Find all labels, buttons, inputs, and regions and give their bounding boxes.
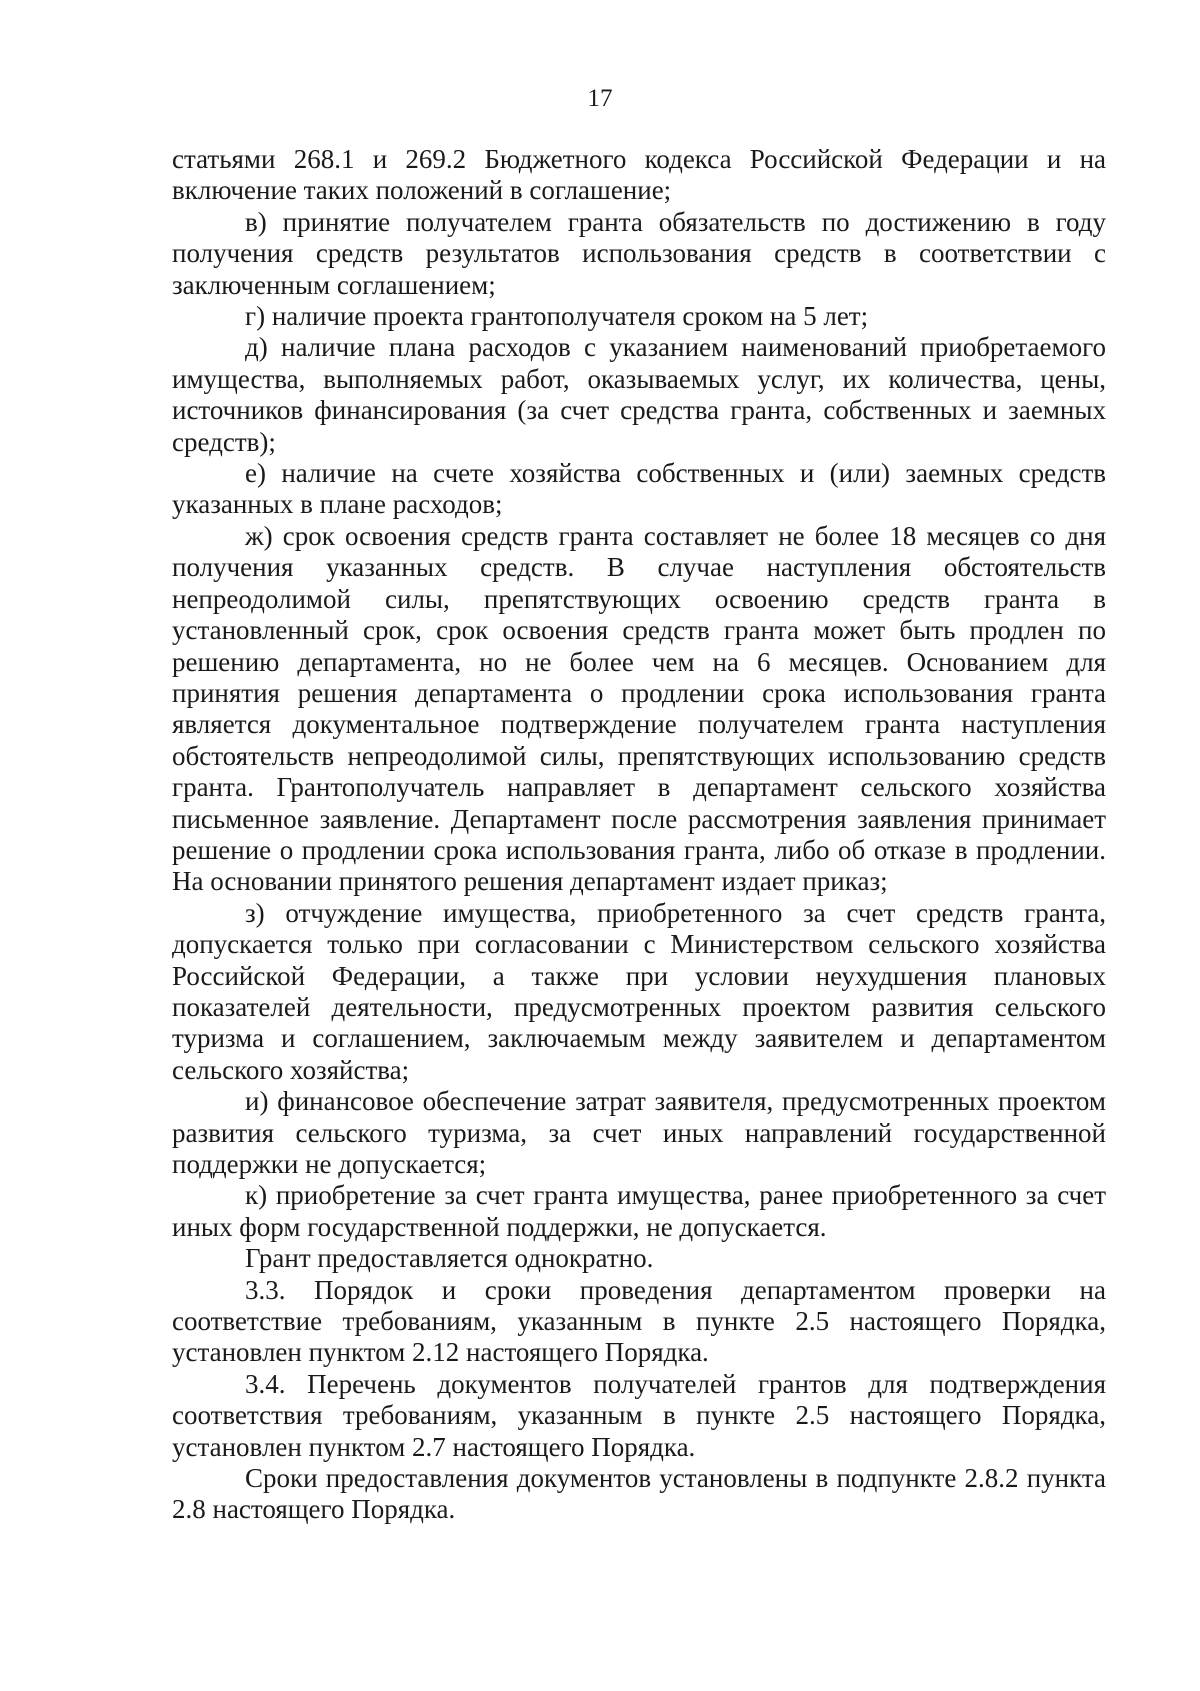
paragraph-item-i: и) финансовое обеспечение затрат заявителя, предусмотренных проектом развития сельского туризма, за счет иных направлений государственной поддержки не допускается; bbox=[172, 1086, 1106, 1179]
paragraph-section-3-4: 3.4. Перечень документов получателей грантов для подтверждения соответствия требованиям, указанным в пункте 2.5 настоящего Порядка, установлен пунктом 2.7 настоящего Порядка. bbox=[172, 1368, 1106, 1462]
paragraph-item-g: г) наличие проекта грантополучателя сроком на 5 лет; bbox=[245, 301, 869, 332]
paragraph-grant-once: Грант предоставляется однократно. bbox=[245, 1243, 654, 1274]
paragraph-item-e: е) наличие на счете хозяйства собственных и (или) заемных средств указанных в плане расходов; bbox=[172, 458, 1106, 520]
document-body bbox=[172, 144, 1106, 1526]
paragraph-item-k: к) приобретение за счет гранта имущества, ранее приобретенного за счет иных форм государственной поддержки, не допускается. bbox=[172, 1180, 1106, 1242]
paragraph-item-z: з) отчуждение имущества, приобретенного за счет средств гранта, допускается только при согласовании с Министерством сельского хозяйства Российской Федерации, а также при условии неухудшения плановых показателей деятельности, предусмотренных проектом развития сельского туризма и соглашением, заключаемым между заявителем и департаментом сельского хозяйства; bbox=[172, 897, 1106, 1085]
page-number: 17 bbox=[587, 85, 613, 112]
paragraph-item-zh: ж) срок освоения средств гранта составляет не более 18 месяцев со дня получения указанных средств. В случае наступления обстоятельств непреодолимой силы, препятствующих освоению средств гранта в установленный срок, срок освоения средств гранта может быть продлен по решению департамента, но не более чем на 6 месяцев. Основанием для принятия решения департамента о продлении срока использования гранта является документальное подтверждение получателем гранта наступления обстоятельств непреодолимой силы, препятствующих использованию средств гранта. Грантополучатель направляет в департамент сельского хозяйства письменное заявление. Департамент после рассмотрения заявления принимает решение о продлении срока использования гранта, либо об отказе в продлении. На основании принятого решения департамент издает приказ; bbox=[172, 520, 1106, 897]
paragraph-section-3-3: 3.3. Порядок и сроки проведения департаментом проверки на соответствие требованиям, указанным в пункте 2.5 настоящего Порядка, установлен пунктом 2.12 настоящего Порядка. bbox=[172, 1274, 1106, 1368]
paragraph-continuation: статьями 268.1 и 269.2 Бюджетного кодекса Российской Федерации и на включение таких положений в соглашение; bbox=[172, 144, 1106, 206]
paragraph-item-v: в) принятие получателем гранта обязательств по достижению в году получения средств результатов использования средств в соответствии с заключенным соглашением; bbox=[172, 206, 1106, 300]
paragraph-submission-deadlines: Сроки предоставления документов установлены в подпункте 2.8.2 пункта 2.8 настоящего Порядка. bbox=[172, 1463, 1106, 1525]
paragraph-item-d: д) наличие плана расходов с указанием наименований приобретаемого имущества, выполняемых работ, оказываемых услуг, их количества, цены, источников финансирования (за счет средства гранта, собственных и заемных средств); bbox=[172, 332, 1106, 457]
